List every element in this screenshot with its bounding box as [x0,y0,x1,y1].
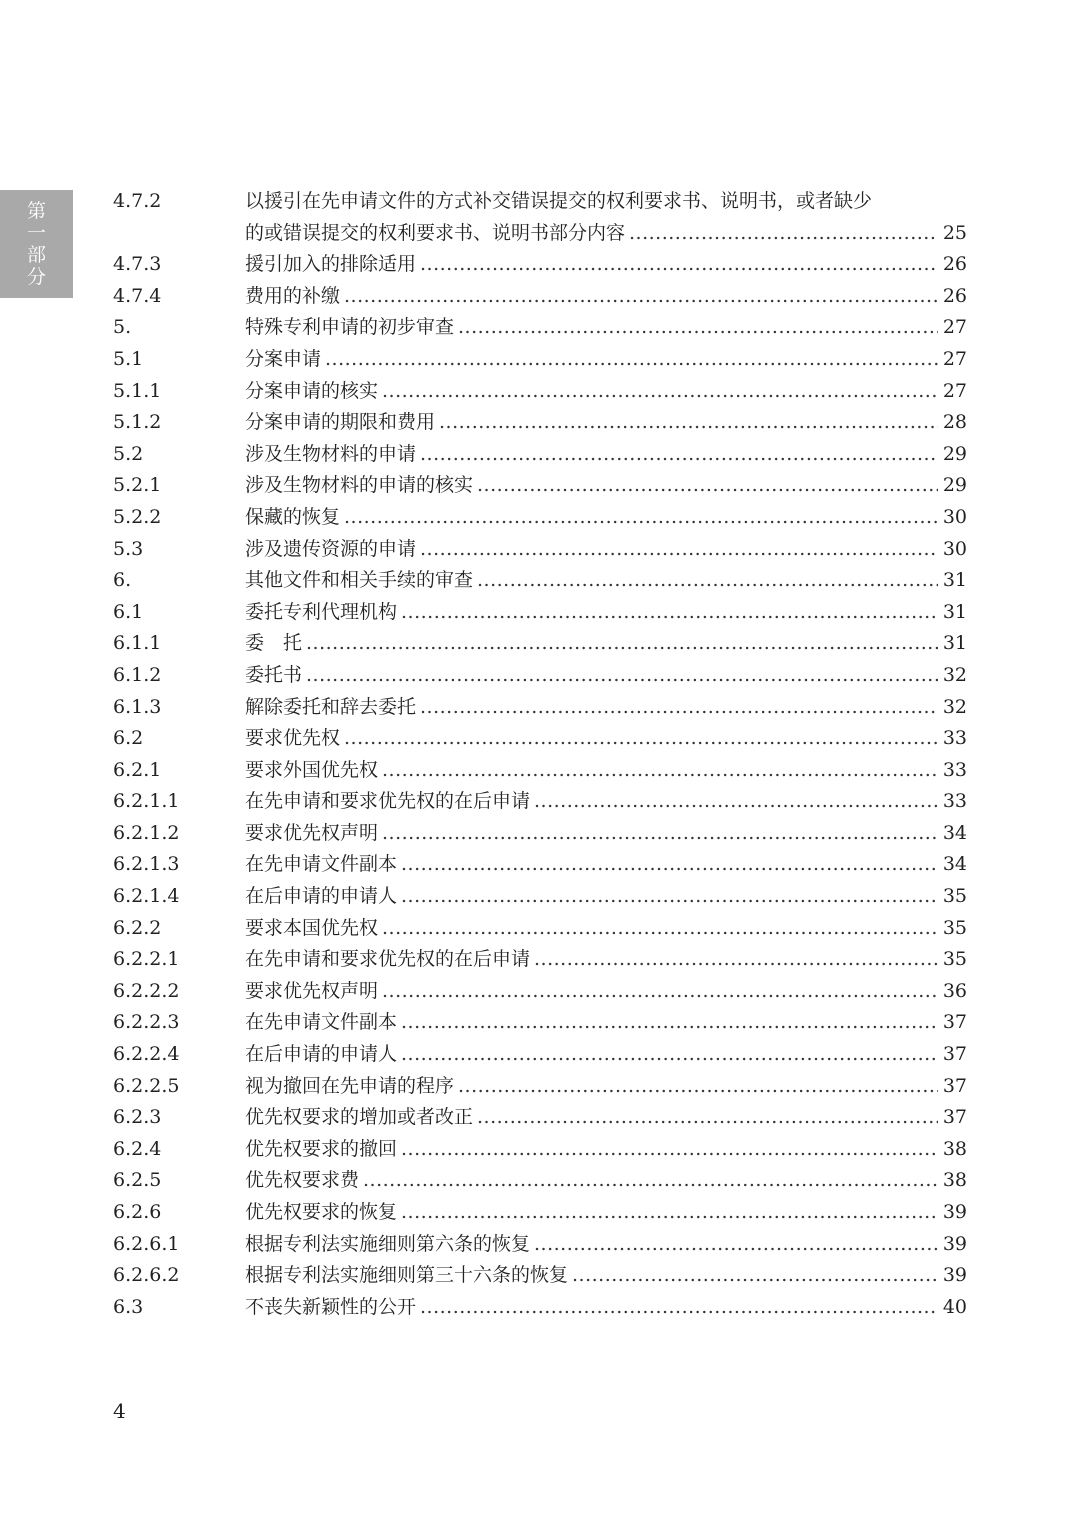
toc-entry-page: 38 [942,1137,967,1160]
leader-dots [534,1229,938,1261]
toc-entry-title: 根据专利法实施细则第六条的恢复 [245,1232,531,1255]
toc-entry-number: 6.2.1.1 [113,790,180,813]
toc-entry-number: 6.1 [113,600,144,623]
toc-entry-title: 在后申请的申请人 [245,885,398,908]
toc-entry-number: 4.7.3 [113,253,162,276]
toc-entry-title: 优先权要求的恢复 [245,1201,398,1223]
toc-entry-number: 6.2.2.4 [113,1043,180,1066]
toc-entry-number: 5. [113,316,132,339]
toc-entry[interactable] [113,407,967,439]
toc-entry-number: 5.1.2 [113,411,162,434]
toc-entry-number: 6.2.3 [113,1106,162,1129]
leader-dots [420,534,938,566]
leader-dots [401,1007,938,1039]
toc-entry-page: 33 [942,758,967,781]
toc-entry-title-line1: 以援引在先申请文件的方式补交错误提交的权利要求书、说明书，或者缺少 [245,190,873,212]
leader-dots [572,1260,938,1292]
toc-entry-title: 涉及生物材料的申请的核实 [245,474,474,497]
leader-dots [420,692,938,724]
toc-entry-title: 的或错误提交的权利要求书、说明书部分内容 [245,221,626,244]
toc-entry-title: 在先申请文件副本 [245,1011,398,1034]
toc-entry[interactable] [113,249,967,281]
leader-dots [382,976,938,1008]
leader-dots [534,944,938,976]
leader-dots [382,376,938,408]
toc-entry-page: 37 [942,1011,967,1034]
toc-entry[interactable] [113,1102,967,1134]
toc-entry[interactable] [113,628,967,660]
toc-entry-page: 39 [942,1264,967,1287]
leader-dots [629,218,938,250]
toc-entry-title: 涉及生物材料的申请 [245,442,417,465]
toc-entry[interactable] [113,723,967,755]
toc-entry[interactable] [113,944,967,976]
toc-entry[interactable] [113,534,967,566]
toc-entry-number: 6.3 [113,1295,144,1318]
toc-entry-number: 5.1 [113,347,144,370]
toc-entry-title: 特殊专利申请的初步审查 [245,316,455,339]
toc-entry-page: 35 [942,885,967,908]
toc-entry-number: 5.2.1 [113,474,162,497]
toc-entry-page: 30 [942,537,967,560]
section-tab-char: 第 [26,200,46,222]
leader-dots [439,407,938,439]
toc-entry-number: 6.2.2.5 [113,1074,180,1097]
toc-entry-title: 解除委托和辞去委托 [245,695,417,718]
toc-entry-number: 6.2.6 [113,1201,162,1223]
toc-entry-number: 6.2.2.1 [113,948,180,971]
toc-entry-page: 28 [942,411,967,434]
toc-entry-page: 33 [942,727,967,750]
toc-entry-title: 在后申请的申请人 [245,1043,398,1066]
toc-entry-title: 优先权要求费 [245,1169,360,1192]
toc-entry-page: 40 [942,1295,967,1318]
toc-entry[interactable] [113,1039,967,1071]
toc-entry-number: 6.2.2 [113,916,162,939]
toc-entry-title: 其他文件和相关手续的审查 [245,569,474,592]
toc-entry-title: 分案申请 [245,347,322,370]
page-number: 4 [113,1399,126,1423]
toc-entry-title: 在先申请和要求优先权的在后申请 [245,948,531,971]
toc-entry[interactable] [113,1260,967,1292]
toc-entry-number: 6.2.5 [113,1169,162,1192]
toc-entry-number: 6.2.4 [113,1137,162,1160]
toc-entry-page: 34 [942,821,967,844]
toc-entry-page: 32 [942,695,967,718]
toc-entry[interactable] [113,692,967,724]
toc-entry[interactable] [113,281,967,313]
toc-entry-page: 29 [942,442,967,465]
leader-dots [534,786,938,818]
toc-entry-title: 优先权要求的撤回 [245,1137,398,1160]
toc-entry-page: 35 [942,948,967,971]
toc-entry-number: 5.3 [113,537,144,560]
toc-entry[interactable] [113,1165,967,1197]
toc-entry-page: 30 [942,505,967,528]
toc-entry[interactable] [113,881,967,913]
toc-entry-title: 援引加入的排除适用 [245,253,417,276]
toc-entry-page: 27 [942,347,967,370]
toc-entry-title: 费用的补缴 [245,284,341,307]
toc-entry[interactable] [113,1134,967,1166]
toc-entry-number: 6.1.2 [113,663,162,686]
leader-dots [306,628,938,660]
toc-entry-number: 5.1.1 [113,379,162,402]
toc-entry-page: 27 [942,379,967,402]
toc-entry[interactable] [113,786,967,818]
toc-entry-title: 要求外国优先权 [245,758,379,781]
toc-entry[interactable] [113,344,967,376]
toc-entry-title: 根据专利法实施细则第三十六条的恢复 [245,1264,569,1287]
leader-dots [401,1134,938,1166]
toc-entry[interactable] [113,376,967,408]
toc-entry-number: 4.7.4 [113,284,162,307]
toc-entry[interactable] [113,1197,967,1229]
toc-entry-title: 要求优先权声明 [245,821,379,844]
leader-dots [382,913,938,945]
section-tab [0,190,73,298]
toc-entry-page: 31 [942,632,967,655]
toc-entry-page: 32 [942,663,967,686]
toc-entry-page: 26 [942,284,967,307]
toc-entry-number: 6.2.1.3 [113,853,180,876]
toc-entry-title: 涉及遗传资源的申请 [245,537,417,560]
toc-entry-page: 39 [942,1201,967,1223]
toc-entry-title: 在先申请文件副本 [245,853,398,876]
leader-dots [382,755,938,787]
leader-dots [344,281,938,313]
leader-dots [401,881,938,913]
leader-dots [477,565,938,597]
toc-entry[interactable] [113,312,967,344]
toc-entry[interactable] [113,1292,967,1324]
toc-entry-title: 要求本国优先权 [245,916,379,939]
toc-entry-number: 6.1.3 [113,695,162,718]
leader-dots [306,660,938,692]
toc-entry-page: 26 [942,253,967,276]
toc-entry-number: 4.7.2 [113,190,162,212]
toc-entry-page: 35 [942,916,967,939]
toc-entry-page: 36 [942,979,967,1002]
toc-entry-number: 6.1.1 [113,632,162,655]
toc-entry[interactable] [113,660,967,692]
toc-entry-number: 6. [113,569,132,592]
table-of-contents [113,186,967,1323]
leader-dots [344,723,938,755]
leader-dots [363,1165,938,1197]
leader-dots [401,597,938,629]
toc-entry[interactable] [113,976,967,1008]
toc-entry[interactable] [113,186,967,249]
toc-entry-page: 25 [942,221,967,244]
toc-entry-number: 6.2 [113,727,144,750]
leader-dots [420,1292,938,1324]
toc-entry[interactable] [113,849,967,881]
toc-entry-number: 6.2.1.2 [113,821,180,844]
leader-dots [458,1071,938,1103]
toc-entry-number: 6.2.2.2 [113,979,180,1002]
leader-dots [401,1039,938,1071]
toc-entry-page: 31 [942,600,967,623]
toc-entry-title: 委托书 [245,663,303,686]
toc-entry-title: 分案申请的期限和费用 [245,411,436,434]
toc-entry-page: 34 [942,853,967,876]
toc-entry-title: 分案申请的核实 [245,379,379,402]
toc-entry[interactable] [113,502,967,534]
leader-dots [420,439,938,471]
toc-entry-number: 5.2 [113,442,144,465]
toc-entry-number: 5.2.2 [113,505,162,528]
leader-dots [401,1197,938,1229]
toc-entry-page: 27 [942,316,967,339]
toc-entry-title: 要求优先权 [245,727,341,750]
toc-entry-page: 39 [942,1232,967,1255]
toc-entry[interactable] [113,1007,967,1039]
toc-entry-title: 委托专利代理机构 [245,600,398,623]
toc-entry-number: 6.2.1.4 [113,885,180,908]
section-tab-char: 分 [26,266,46,288]
toc-entry-title: 视为撤回在先申请的程序 [245,1074,455,1097]
toc-entry-number: 6.2.6.1 [113,1232,180,1255]
toc-entry-title: 优先权要求的增加或者改正 [245,1106,474,1129]
toc-entry-page: 33 [942,790,967,813]
leader-dots [401,849,938,881]
toc-entry[interactable] [113,565,967,597]
toc-entry[interactable] [113,818,967,850]
toc-entry-title: 委 托 [245,632,303,655]
toc-entry-title: 要求优先权声明 [245,979,379,1002]
leader-dots [477,470,938,502]
toc-entry[interactable] [113,755,967,787]
toc-entry-page: 29 [942,474,967,497]
toc-entry-page: 37 [942,1106,967,1129]
toc-entry-page: 37 [942,1074,967,1097]
toc-entry[interactable] [113,913,967,945]
toc-entry-title: 不丧失新颖性的公开 [245,1295,417,1318]
toc-entry-number: 6.2.6.2 [113,1264,180,1287]
toc-entry[interactable] [113,439,967,471]
toc-entry-page: 38 [942,1169,967,1192]
leader-dots [325,344,938,376]
toc-entry-title: 保藏的恢复 [245,505,341,528]
section-tab-char: 一 [26,222,46,244]
toc-entry-title: 在先申请和要求优先权的在后申请 [245,790,531,813]
leader-dots [458,312,938,344]
toc-entry[interactable] [113,597,967,629]
toc-entry-page: 31 [942,569,967,592]
toc-entry-page: 37 [942,1043,967,1066]
toc-entry[interactable] [113,1229,967,1261]
toc-entry-number: 6.2.2.3 [113,1011,180,1034]
leader-dots [420,249,938,281]
leader-dots [382,818,938,850]
section-tab-char: 部 [26,244,46,266]
leader-dots [477,1102,938,1134]
toc-entry[interactable] [113,470,967,502]
toc-entry[interactable] [113,1071,967,1103]
leader-dots [344,502,938,534]
toc-entry-number: 6.2.1 [113,758,162,781]
